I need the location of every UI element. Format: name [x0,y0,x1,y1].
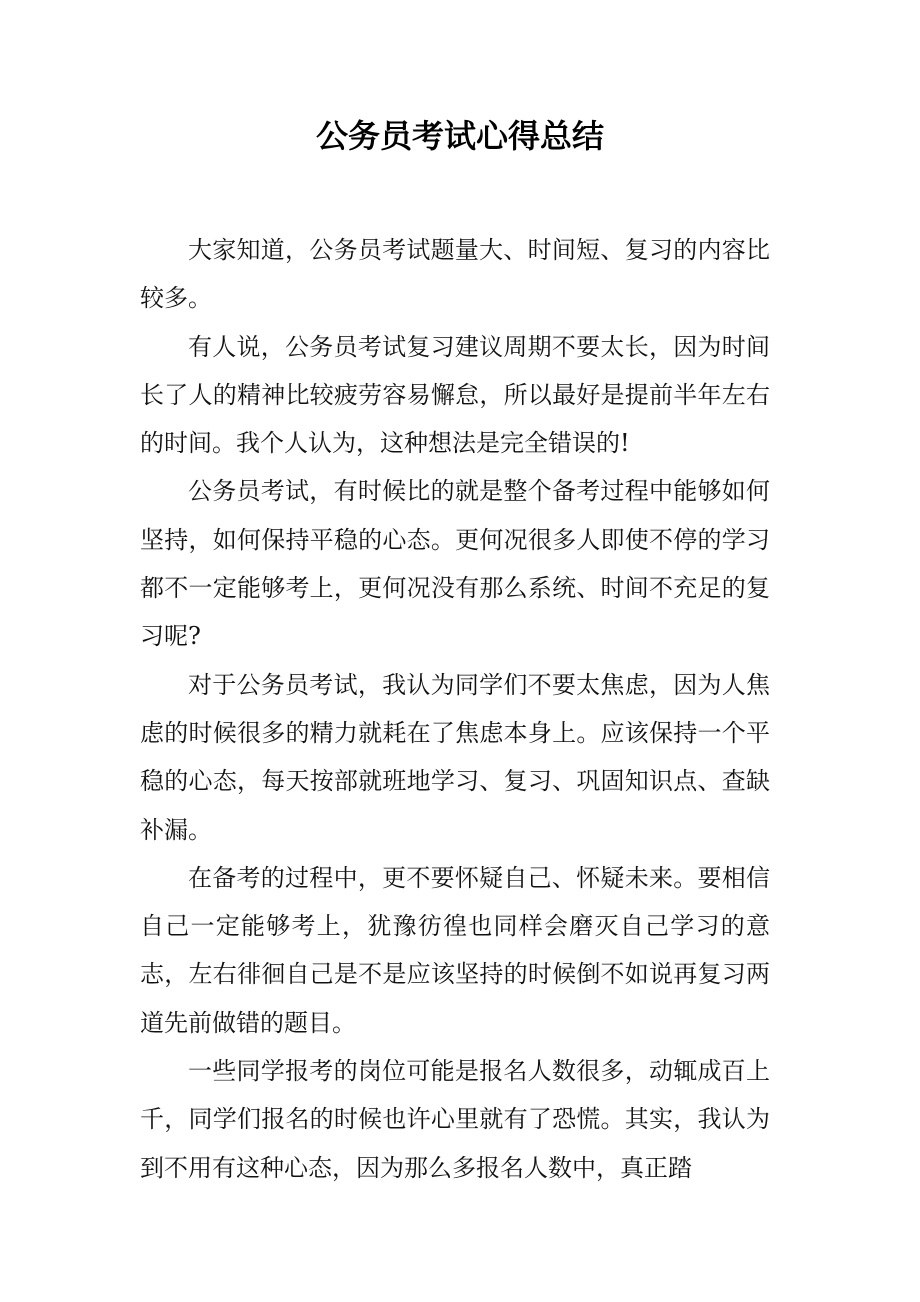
paragraph: 有人说，公务员考试复习建议周期不要太长，因为时间长了人的精神比较疲劳容易懈怠，所以最好是提前半年左右的时间。我个人认为，这种想法是完全错误的! [140,332,770,458]
paragraph: 对于公务员考试，我认为同学们不要太焦虑，因为人焦虑的时候很多的精力就耗在了焦虑本身上。应该保持一个平稳的心态，每天按部就班地学习、复习、巩固知识点、查缺补漏。 [140,670,770,844]
document-title: 公务员考试心得总结 [315,117,604,155]
paragraph: 公务员考试，有时候比的就是整个备考过程中能够如何坚持，如何保持平稳的心态。更何况很多人即使不停的学习都不一定能够考上，更何况没有那么系统、时间不充足的复习呢? [140,477,770,651]
paragraph: 在备考的过程中，更不要怀疑自己、怀疑未来。要相信自己一定能够考上，犹豫彷徨也同样会磨灭自己学习的意志，左右徘徊自己是不是应该坚持的时候倒不如说再复习两道先前做错的题目。 [140,863,770,1037]
paragraph: 大家知道，公务员考试题量大、时间短、复习的内容比较多。 [140,236,770,313]
document-body [140,226,770,1192]
paragraph: 一些同学报考的岗位可能是报名人数很多，动辄成百上千，同学们报名的时候也许心里就有了恐慌。其实，我认为到不用有这种心态，因为那么多报名人数中，真正踏 [140,1057,770,1182]
